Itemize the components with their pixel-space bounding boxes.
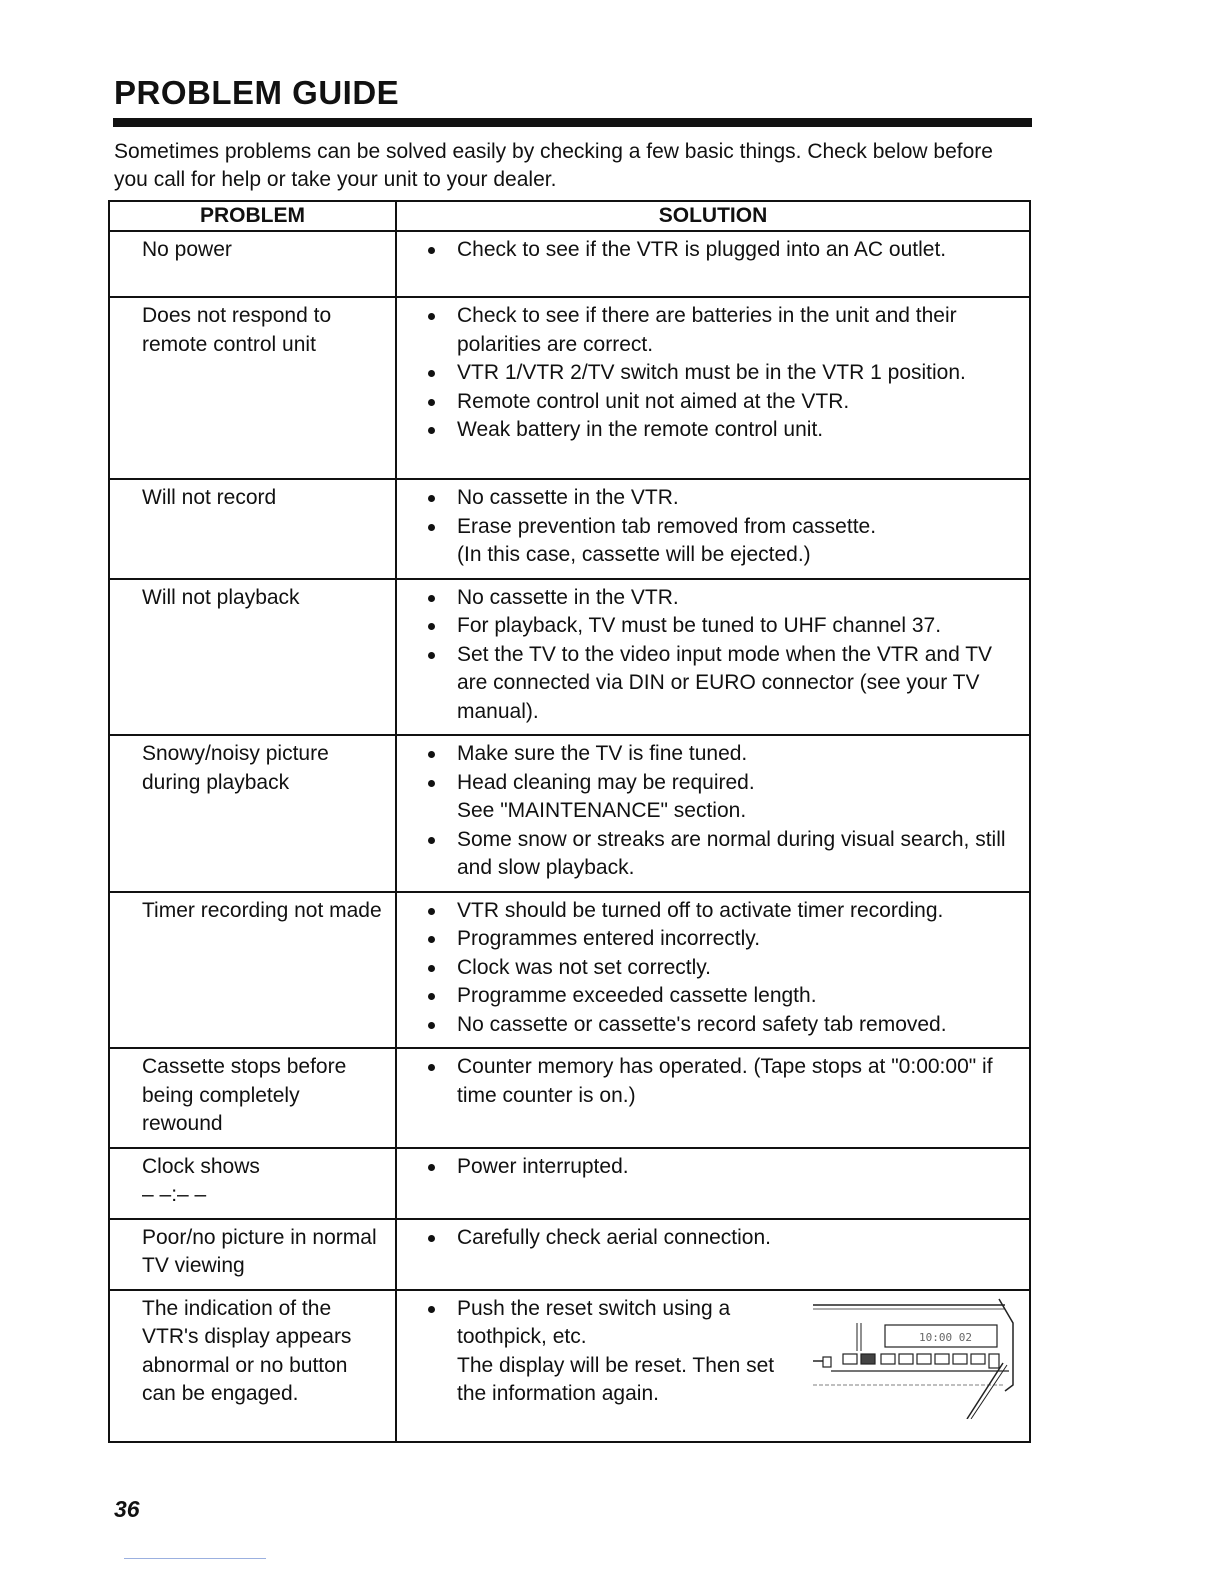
problem-header: PROBLEM bbox=[109, 201, 396, 231]
solution-cell bbox=[396, 231, 1030, 297]
problem-cell: Cassette stops before being completely rewound bbox=[109, 1048, 396, 1148]
solution-cell bbox=[396, 579, 1030, 736]
problem-cell: Will not record bbox=[109, 479, 396, 579]
solution-item: Carefully check aerial connection. bbox=[425, 1224, 1015, 1253]
table-row bbox=[109, 231, 1030, 297]
solution-item: No cassette or cassette's record safety tab removed. bbox=[425, 1011, 1015, 1040]
problem-cell: The indication of the VTR's display appears abnormal or no button can be engaged. bbox=[109, 1290, 396, 1442]
solution-item: No cassette in the VTR. bbox=[425, 584, 1015, 613]
table-row bbox=[109, 1219, 1030, 1290]
vtr-reset-illustration bbox=[809, 1297, 1019, 1419]
solution-cell bbox=[396, 479, 1030, 579]
problem-text: Clock shows bbox=[142, 1154, 260, 1178]
problem-cell: No power bbox=[109, 231, 396, 297]
table-row bbox=[109, 579, 1030, 736]
vtr-display-readout: 10:00 02 bbox=[919, 1330, 972, 1344]
title-rule bbox=[113, 118, 1032, 127]
solution-item: Some snow or streaks are normal during visual search, still and slow playback. bbox=[425, 826, 1015, 883]
page-number: 36 bbox=[114, 1496, 140, 1522]
solution-item: Programme exceeded cassette length. bbox=[425, 982, 1015, 1011]
solution-item: Weak battery in the remote control unit. bbox=[425, 416, 1015, 445]
problem-cell: Does not respond to remote control unit bbox=[109, 297, 396, 479]
solution-cell bbox=[396, 1290, 1030, 1442]
solution-item: Check to see if the VTR is plugged into an AC outlet. bbox=[425, 236, 1015, 265]
solution-item: Push the reset switch using a toothpick, etc. bbox=[425, 1295, 785, 1352]
solution-item: Set the TV to the video input mode when the VTR and TV are connected via DIN or EURO connector (see your TV manual). bbox=[425, 641, 1015, 727]
solution-item: No cassette in the VTR. bbox=[425, 484, 1015, 513]
solution-cell bbox=[396, 297, 1030, 479]
solution-item: Programmes entered incorrectly. bbox=[425, 925, 1015, 954]
solution-item: Head cleaning may be required. bbox=[425, 769, 1015, 798]
intro-text: Sometimes problems can be solved easily by checking a few basic things. Check below before you call for help or take your unit to your dealer. bbox=[114, 140, 993, 191]
solution-note: (In this case, cassette will be ejected.) bbox=[457, 543, 811, 566]
solution-item: For playback, TV must be tuned to UHF channel 37. bbox=[425, 612, 1015, 641]
solution-item: VTR should be turned off to activate timer recording. bbox=[425, 897, 1015, 926]
solution-item: Clock was not set correctly. bbox=[425, 954, 1015, 983]
scan-artifact-line bbox=[124, 1558, 266, 1559]
solution-note: The display will be reset. Then set the information again. bbox=[457, 1353, 775, 1405]
solution-item: Erase prevention tab removed from cassette. bbox=[425, 513, 1015, 542]
clock-display-text: – –:– – bbox=[142, 1183, 207, 1206]
solution-cell bbox=[396, 1148, 1030, 1219]
table-row bbox=[109, 297, 1030, 479]
solution-item: Power interrupted. bbox=[425, 1153, 1015, 1182]
solution-cell bbox=[396, 1219, 1030, 1290]
table-row bbox=[109, 479, 1030, 579]
table-row bbox=[109, 735, 1030, 892]
table-row bbox=[109, 1290, 1030, 1442]
solution-note: See "MAINTENANCE" section. bbox=[457, 799, 747, 822]
solution-cell bbox=[396, 892, 1030, 1049]
table-header-row bbox=[109, 201, 1030, 231]
solution-item: Remote control unit not aimed at the VTR. bbox=[425, 388, 1015, 417]
solution-cell bbox=[396, 735, 1030, 892]
table-row bbox=[109, 892, 1030, 1049]
table-row bbox=[109, 1048, 1030, 1148]
problem-cell: Will not playback bbox=[109, 579, 396, 736]
problem-cell: Timer recording not made bbox=[109, 892, 396, 1049]
solution-item: Make sure the TV is fine tuned. bbox=[425, 740, 1015, 769]
problem-cell: Snowy/noisy picture during playback bbox=[109, 735, 396, 892]
problem-cell bbox=[109, 1148, 396, 1219]
problem-table bbox=[108, 200, 1031, 1443]
solution-item: Counter memory has operated. (Tape stops at "0:00:00" if time counter is on.) bbox=[425, 1053, 1015, 1110]
solution-item: VTR 1/VTR 2/TV switch must be in the VTR 1 position. bbox=[425, 359, 1015, 388]
table-row bbox=[109, 1148, 1030, 1219]
solution-cell bbox=[396, 1048, 1030, 1148]
solution-header: SOLUTION bbox=[396, 201, 1030, 231]
solution-item: Check to see if there are batteries in the unit and their polarities are correct. bbox=[425, 302, 1015, 359]
problem-cell: Poor/no picture in normal TV viewing bbox=[109, 1219, 396, 1290]
page-title: PROBLEM GUIDE bbox=[114, 74, 400, 111]
